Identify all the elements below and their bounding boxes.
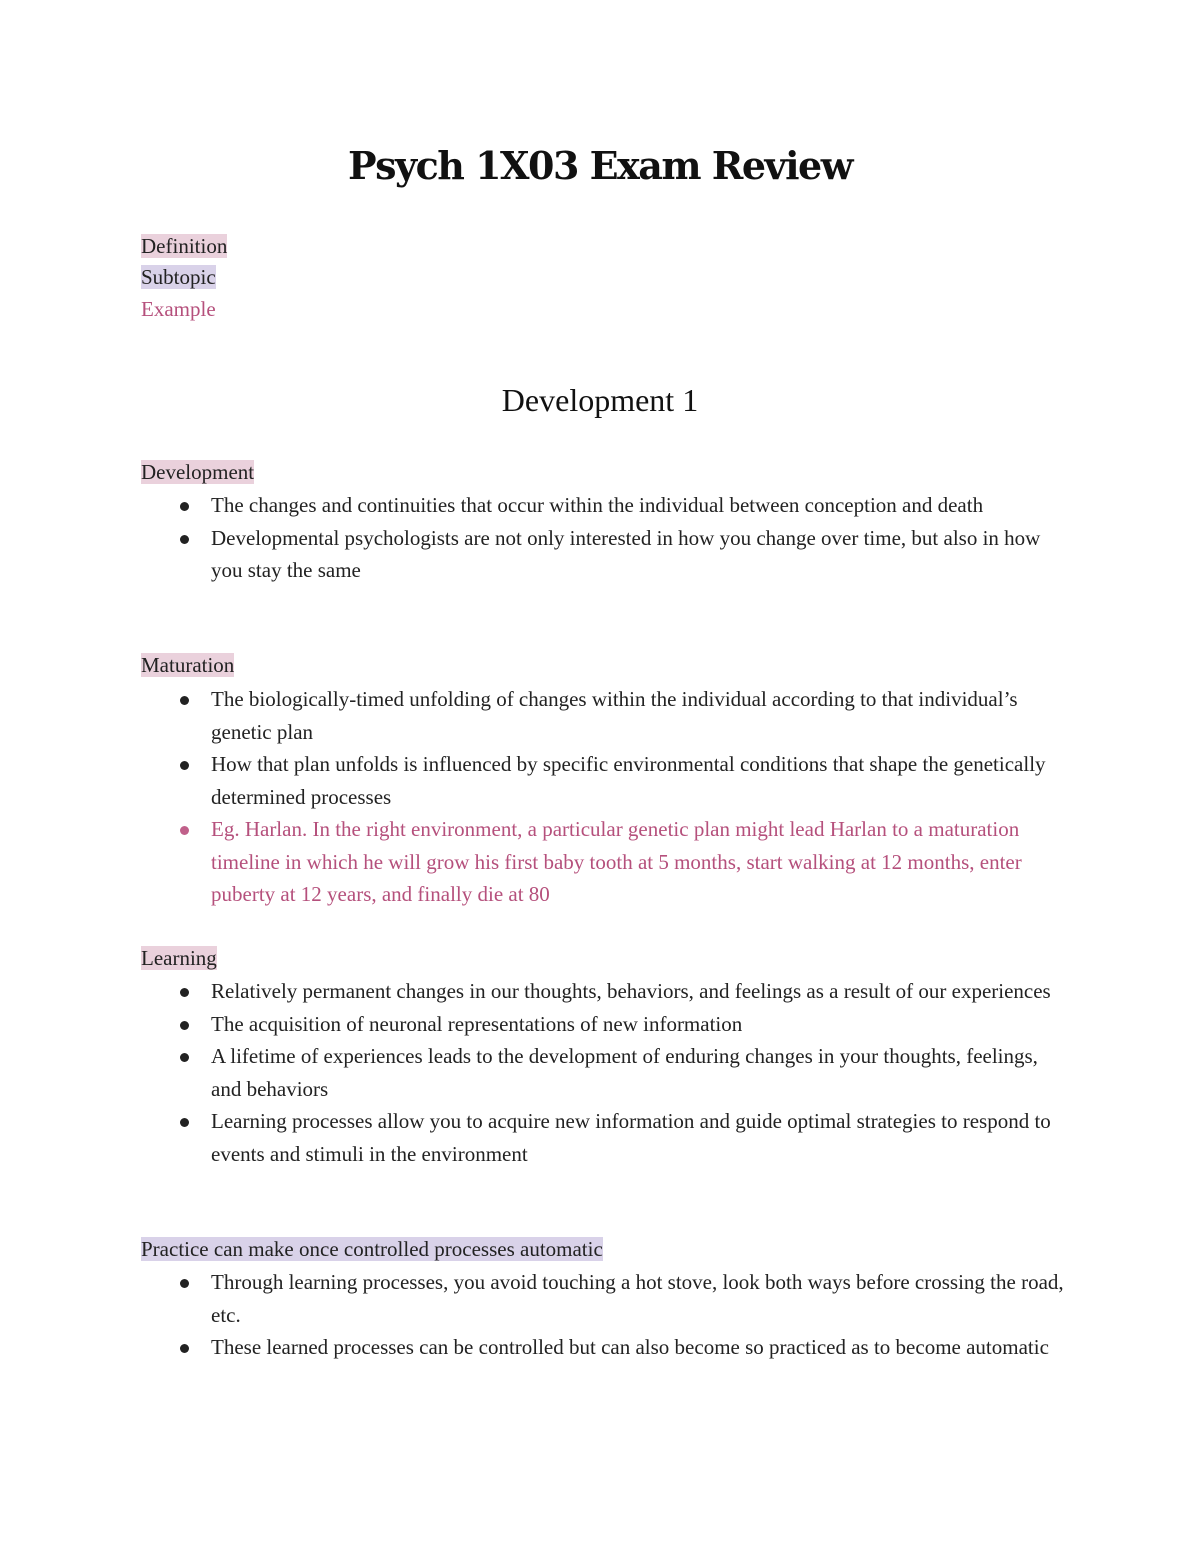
- bullet-icon: [180, 1279, 189, 1288]
- list-item: [211, 1105, 1071, 1170]
- learning-bullet-list: [211, 975, 1071, 1170]
- list-item-text: These learned processes can be controlled but can also become so practiced as to become automatic: [211, 1335, 1049, 1359]
- bullet-icon: [180, 1118, 189, 1127]
- definition-heading-maturation: [141, 650, 234, 680]
- legend-example: [141, 294, 216, 324]
- bullet-icon: [180, 1344, 189, 1353]
- list-item: [211, 748, 1071, 813]
- bullet-icon: [180, 761, 189, 770]
- list-item: [211, 975, 1071, 1008]
- list-item: [211, 683, 1071, 748]
- legend-definition: [141, 231, 227, 261]
- list-item: [211, 1266, 1071, 1331]
- heading-label: Learning: [141, 946, 217, 970]
- example-list-item: [211, 813, 1071, 911]
- list-item-text: How that plan unfolds is influenced by specific environmental conditions that shape the genetically determined processes: [211, 752, 1046, 809]
- bullet-icon: [180, 1053, 189, 1062]
- list-item: [211, 522, 1071, 587]
- heading-label: Maturation: [141, 653, 235, 677]
- practice-bullet-list: [211, 1266, 1071, 1364]
- definition-heading-learning: [141, 943, 217, 973]
- list-item-text: Relatively permanent changes in our thoughts, behaviors, and feelings as a result of our experiences: [211, 979, 1051, 1003]
- list-item-text: Through learning processes, you avoid touching a hot stove, look both ways before crossing the road, etc.: [211, 1270, 1064, 1327]
- bullet-icon: [180, 535, 189, 544]
- section-title: Development 1: [501, 382, 699, 418]
- list-item: [211, 489, 1071, 522]
- bullet-icon: [180, 696, 189, 705]
- legend-definition-label: Definition: [141, 234, 228, 258]
- bullet-icon: [180, 988, 189, 997]
- heading-label: Practice can make once controlled processes automatic: [141, 1237, 603, 1261]
- list-item-text: The acquisition of neuronal representations of new information: [211, 1011, 743, 1036]
- legend-subtopic: [141, 262, 216, 292]
- development-bullet-list: [211, 489, 1071, 587]
- list-item-text: The biologically-timed unfolding of changes within the individual according to that individual’s genetic plan: [211, 687, 1018, 744]
- definition-heading-development: [141, 457, 254, 487]
- list-item-text: Developmental psychologists are not only interested in how you change over time, but also in how you stay the same: [211, 525, 1041, 582]
- document-title: Psych 1X03 Exam Review: [348, 143, 852, 188]
- subtopic-heading-practice: [141, 1234, 603, 1264]
- legend-example-label: Example: [141, 297, 216, 321]
- list-item-text: A lifetime of experiences leads to the development of enduring changes in your thoughts, feelings, and behaviors: [211, 1044, 1038, 1101]
- list-item: [211, 1331, 1071, 1364]
- example-text: Eg. Harlan. In the right environment, a particular genetic plan might lead Harlan to a maturation timeline in which he will grow his first baby tooth at 5 months, start walking at 12 months, enter puberty at 12 years, and finally die at 80: [211, 817, 1022, 906]
- list-item: [211, 1008, 1071, 1041]
- list-item-text: The changes and continuities that occur within the individual between conception and death: [211, 493, 984, 517]
- heading-label: Development: [141, 460, 255, 484]
- list-item: [211, 1040, 1071, 1105]
- legend-subtopic-label: Subtopic: [141, 265, 216, 289]
- bullet-icon: [180, 826, 189, 835]
- bullet-icon: [180, 502, 189, 511]
- maturation-bullet-list: [211, 683, 1071, 911]
- list-item-text: Learning processes allow you to acquire new information and guide optimal strategies to respond to events and stimuli in the environment: [211, 1109, 1051, 1166]
- bullet-icon: [180, 1021, 189, 1030]
